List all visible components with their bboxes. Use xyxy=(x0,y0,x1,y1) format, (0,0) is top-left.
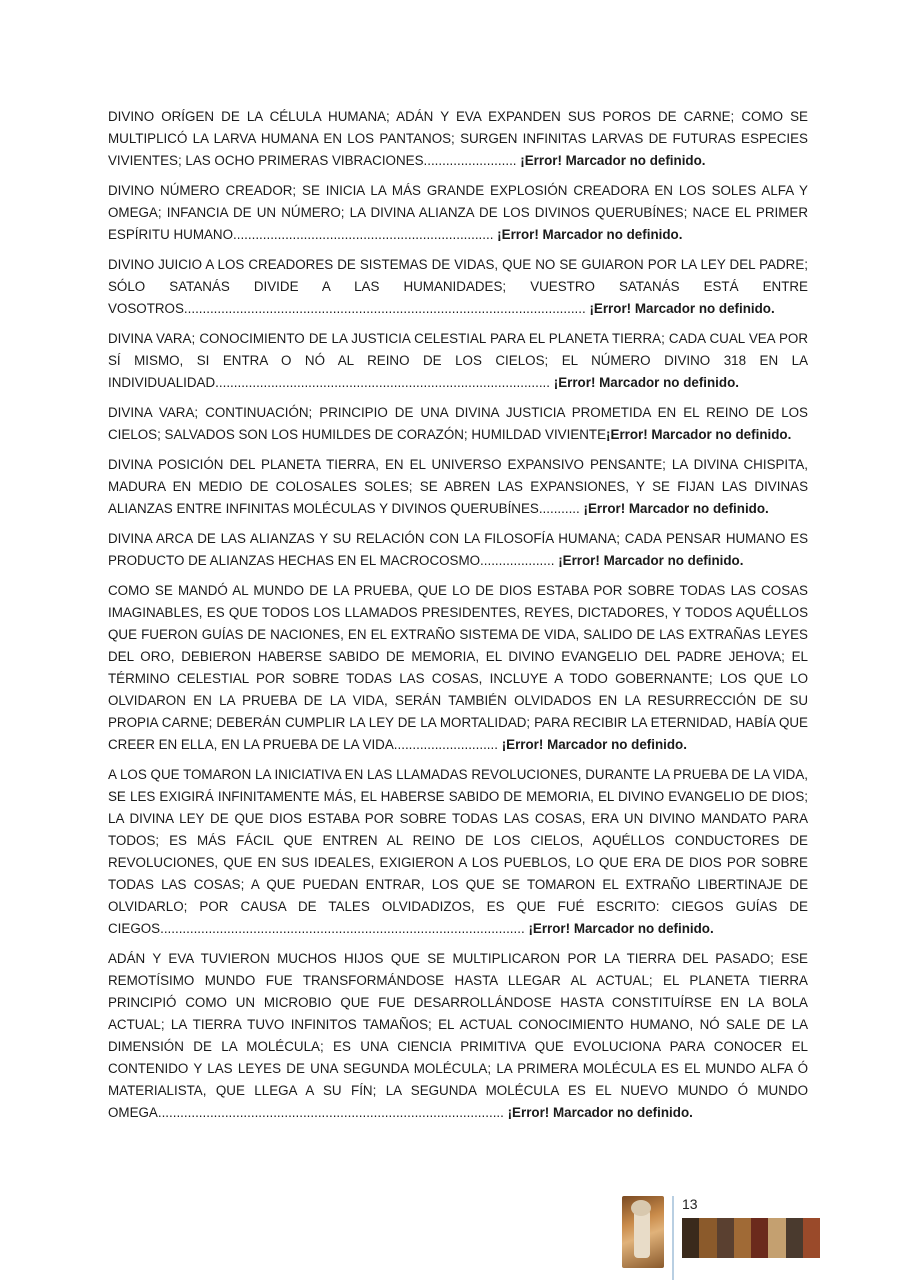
footer-strip-tile xyxy=(717,1218,734,1258)
footer-strip-tile xyxy=(751,1218,768,1258)
toc-entry-title: COMO SE MANDÓ AL MUNDO DE LA PRUEBA, QUE LO DE DIOS ESTABA POR SOBRE TODAS LAS COSAS IMAGINABLES, ES QUE TODOS LOS LLAMADOS PRESIDENTES, REYES, DICTADORES, Y TODOS AQUÉLLOS QUE FUERON GUÍAS DE NACIONES, EN EL EXTRAÑO SISTEMA DE VIDA, SALIDO DE LAS EXTRAÑAS LEYES DEL ORO, DEBIERON HABERSE SABIDO DE MEMORIA, EL DIVINO EVANGELIO DEL PADRE JEHOVA; EL TÉRMINO CELESTIAL POR SOBRE TODAS LAS COSAS, INCLUYE A TODO GOBERNANTE; LOS QUE LO OLVIDARON EN LA PRUEBA DE LA VIDA, SERÁN TAMBIÉN OLVIDADOS EN LA RESURRECCIÓN DE SU PROPIA CARNE; DEBERÁN CUMPLIR LA LEY DE LA MORTALIDAD; PARA RECIBIR LA ETERNIDAD, HABÍA QUE CREER EN ELLA, EN LA PRUEBA DE LA VIDA xyxy=(108,583,808,752)
figure-head-shape xyxy=(631,1200,651,1216)
footer-divider xyxy=(672,1196,674,1280)
toc-entry-title: DIVINA VARA; CONOCIMIENTO DE LA JUSTICIA CELESTIAL PARA EL PLANETA TIERRA; CADA CUAL VEA POR SÍ MISMO, SI ENTRA O NÓ AL REINO DE LOS CIELOS; EL NÚMERO DIVINO 318 EN LA INDIVIDUALIDAD xyxy=(108,331,808,390)
toc-leader: ......................... xyxy=(423,153,517,168)
toc-entry-title: ADÁN Y EVA TUVIERON MUCHOS HIJOS QUE SE MULTIPLICARON POR LA TIERRA DEL PASADO; ESE REMOTÍSIMO MUNDO FUE TRANSFORMÁNDOSE HASTA LLEGAR AL ACTUAL; EL PLANETA TIERRA PRINCIPIÓ COMO UN MICROBIO QUE FUE DESARROLLÁNDOSE HASTA CONSTITUÍRSE EN LA BOLA ACTUAL; LA TIERRA TUVO INFINITOS TAMAÑOS; EL ACTUAL CONOCIMIENTO HUMANO, NÓ SALE DE LA DIMENSIÓN DE LA MOLÉCULA; ES UNA CIENCIA PRIMITIVA QUE EVOLUCIONA PARA CONOCER EL CONTENIDO Y LAS LEYES DE UNA SEGUNDA MOLÉCULA; LA PRIMERA MOLÉCULA ES EL MUNDO ALFA Ó MATERIALISTA, QUE LLEGA A SU FÍN; LA SEGUNDA MOLÉCULA ES EL NUEVO MUNDO Ó MUNDO OMEGA xyxy=(108,951,808,1120)
footer-logo-image xyxy=(622,1196,664,1268)
toc-leader: ........... xyxy=(538,501,580,516)
toc-leader: ...................................................................... xyxy=(233,227,494,242)
toc-error-text: ¡Error! Marcador no definido. xyxy=(553,375,739,390)
toc-leader: .................... xyxy=(480,553,555,568)
footer-strip-tile xyxy=(682,1218,699,1258)
toc-entry[interactable] xyxy=(108,328,808,394)
toc-leader: ............................ xyxy=(393,737,498,752)
toc-error-text: ¡Error! Marcador no definido. xyxy=(589,301,775,316)
toc-error-text: ¡Error! Marcador no definido. xyxy=(558,553,744,568)
toc-entry[interactable] xyxy=(108,106,808,172)
toc-error-text: ¡Error! Marcador no definido. xyxy=(606,427,792,442)
toc-leader: .......................................................................................... xyxy=(215,375,550,390)
toc-error-text: ¡Error! Marcador no definido. xyxy=(520,153,706,168)
toc-entry[interactable] xyxy=(108,580,808,756)
toc-entry-title: A LOS QUE TOMARON LA INICIATIVA EN LAS LLAMADAS REVOLUCIONES, DURANTE LA PRUEBA DE LA VIDA, SE LES EXIGIRÁ INFINITAMENTE MÁS, EL HABERSE SABIDO DE MEMORIA, EL DIVINO EVANGELIO DE DIOS; LA DIVINA LEY DE QUE DIOS ESTABA POR SOBRE TODAS LAS COSAS, ERA UN DIVINO MANDATO PARA TODOS; ES MÁS FÁCIL QUE ENTREN AL REINO DE LOS CIELOS, AQUÉLLOS CONDUCTORES DE REVOLUCIONES, QUE EN SUS IDEALES, EXIGIERON A LOS PUEBLOS, LO QUE ERA DE DIOS POR SOBRE TODAS LAS COSAS; A QUE PUEDAN ENTRAR, LOS QUE SE TOMARON EL EXTRAÑO LIBERTINAJE DE OLVIDARLO; POR CAUSA DE TALES OLVIDADIZOS, ES QUE FUÉ ESCRITO: CIEGOS GUÍAS DE CIEGOS xyxy=(108,767,808,936)
toc-entry-title: DIVINA POSICIÓN DEL PLANETA TIERRA, EN EL UNIVERSO EXPANSIVO PENSANTE; LA DIVINA CHISPITA, MADURA EN MEDIO DE COLOSALES SOLES; SE ABREN LAS EXPANSIONES, Y SE FIJAN LAS DIVINAS ALIANZAS ENTRE INFINITAS MOLÉCULAS Y DIVINOS QUERUBÍNES xyxy=(108,457,808,516)
footer-strip-tile xyxy=(803,1218,820,1258)
footer-strip-tile xyxy=(699,1218,716,1258)
toc-error-text: ¡Error! Marcador no definido. xyxy=(497,227,683,242)
toc-entry[interactable] xyxy=(108,402,808,446)
toc-leader: ............................................................................................................ xyxy=(183,301,586,316)
toc-entry-title: DIVINO JUICIO A LOS CREADORES DE SISTEMAS DE VIDAS, QUE NO SE GUIARON POR LA LEY DEL PADRE; SÓLO SATANÁS DIVIDE A LAS HUMANIDADES; VUESTRO SATANÁS ESTÁ ENTRE VOSOTROS xyxy=(108,257,808,316)
toc-leader: .................................................................................................. xyxy=(160,921,525,936)
toc-entry[interactable] xyxy=(108,180,808,246)
page-number: 13 xyxy=(682,1196,698,1212)
footer-strip-tile xyxy=(786,1218,803,1258)
toc-error-text: ¡Error! Marcador no definido. xyxy=(507,1105,693,1120)
footer-image-strip xyxy=(682,1218,820,1258)
toc-error-text: ¡Error! Marcador no definido. xyxy=(501,737,687,752)
footer-strip-tile xyxy=(734,1218,751,1258)
toc-entry[interactable] xyxy=(108,764,808,940)
toc-leader: ............................................................................................. xyxy=(157,1105,504,1120)
toc-entry-title: DIVINA VARA; CONTINUACIÓN; PRINCIPIO DE UNA DIVINA JUSTICIA PROMETIDA EN EL REINO DE LOS CIELOS; SALVADOS SON LOS HUMILDES DE CORAZÓN; HUMILDAD VIVIENTE xyxy=(108,405,808,442)
toc-entry[interactable] xyxy=(108,528,808,572)
table-of-contents xyxy=(108,106,808,1132)
toc-entry[interactable] xyxy=(108,254,808,320)
toc-entry-title: DIVINO ORÍGEN DE LA CÉLULA HUMANA; ADÁN Y EVA EXPANDEN SUS POROS DE CARNE; COMO SE MULTIPLICÓ LA LARVA HUMANA EN LOS PANTANOS; SURGEN INFINITAS LARVAS DE FUTURAS ESPECIES VIVIENTES; LAS OCHO PRIMERAS VIBRACIONES xyxy=(108,109,808,168)
toc-entry-title: DIVINO NÚMERO CREADOR; SE INICIA LA MÁS GRANDE EXPLOSIÓN CREADORA EN LOS SOLES ALFA Y OMEGA; INFANCIA DE UN NÚMERO; LA DIVINA ALIANZA DE LOS DIVINOS QUERUBÍNES; NACE EL PRIMER ESPÍRITU HUMANO xyxy=(108,183,808,242)
toc-entry[interactable] xyxy=(108,948,808,1124)
toc-error-text: ¡Error! Marcador no definido. xyxy=(583,501,769,516)
toc-entry[interactable] xyxy=(108,454,808,520)
footer-strip-tile xyxy=(768,1218,785,1258)
toc-entry-title: DIVINA ARCA DE LAS ALIANZAS Y SU RELACIÓN CON LA FILOSOFÍA HUMANA; CADA PENSAR HUMANO ES PRODUCTO DE ALIANZAS HECHAS EN EL MACROCOSMO xyxy=(108,531,808,568)
toc-error-text: ¡Error! Marcador no definido. xyxy=(528,921,714,936)
